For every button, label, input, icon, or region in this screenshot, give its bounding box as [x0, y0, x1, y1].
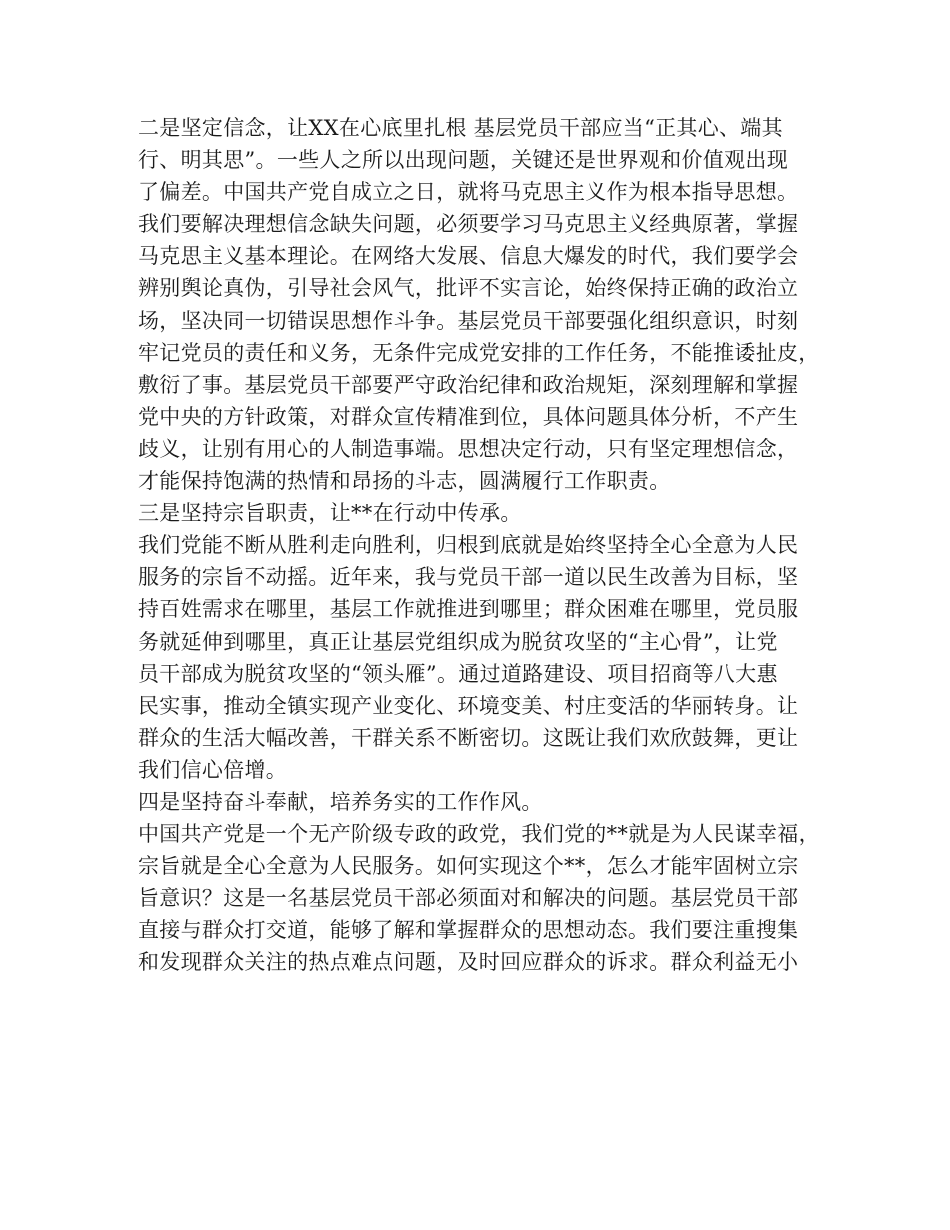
text-line: 辨别舆论真伪，引导社会风气，批评不实言论，始终保持正确的政治立 — [138, 276, 799, 301]
text-line: 我们要解决理想信念缺失问题，必须要学习马克思主义经典原著，掌握 — [138, 212, 799, 237]
section-heading: 四是坚持奋斗奉献，培养务实的工作作风。 — [138, 789, 543, 814]
text-line: 场，坚决同一切错误思想作斗争。基层党员干部要强化组织意识，时刻 — [138, 308, 799, 333]
text-line: 宗旨就是全心全意为人民服务。如何实现这个**，怎么才能牢固树立宗 — [138, 854, 799, 879]
text-line: 群众的生活大幅改善，干群关系不断密切。这既让我们欢欣鼓舞，更让 — [138, 725, 799, 750]
text-line: 直接与群众打交道，能够了解和掌握群众的思想动态。我们要注重搜集 — [138, 918, 799, 943]
text-line: 才能保持饱满的热情和昂扬的斗志，圆满履行工作职责。 — [138, 469, 671, 494]
text-line: 我们信心倍增。 — [138, 757, 288, 782]
text-line: 民实事，推动全镇实现产业变化、环境变美、村庄变活的华丽转身。让 — [138, 693, 799, 718]
text-line: 务就延伸到哪里，真正让基层党组织成为脱贫攻坚的“主心骨”，让党 — [138, 629, 778, 654]
text-line: 牢记党员的责任和义务，无条件完成党安排的工作任务，不能推诿扯皮， — [138, 340, 820, 365]
text-line: 持百姓需求在哪里，基层工作就推进到哪里；群众困难在哪里，党员服 — [138, 597, 799, 622]
text-line: 马克思主义基本理论。在网络大发展、信息大爆发的时代，我们要学会 — [138, 244, 799, 269]
text-line: 服务的宗旨不动摇。近年来，我与党员干部一道以民生改善为目标，坚 — [138, 565, 799, 590]
text-line: 我们党能不断从胜利走向胜利，归根到底就是始终坚持全心全意为人民 — [138, 533, 799, 558]
section-heading: 三是坚持宗旨职责，让**在行动中传承。 — [138, 501, 522, 526]
text-line: 了偏差。中国共产党自成立之日，就将马克思主义作为根本指导思想。 — [138, 180, 799, 205]
text-line: 旨意识？这是一名基层党员干部必须面对和解决的问题。基层党员干部 — [138, 886, 799, 911]
text-line: 行、明其思”。一些人之所以出现问题，关键还是世界观和价值观出现 — [138, 148, 789, 173]
text-line: 和发现群众关注的热点难点问题，及时回应群众的诉求。群众利益无小 — [138, 950, 799, 975]
body-text — [138, 112, 828, 979]
text-line: 员干部成为脱贫攻坚的“领头雁”。通过道路建设、项目招商等八大惠 — [138, 661, 778, 686]
text-line: 二是坚定信念，让XX在心底里扎根 基层党员干部应当“正其心、端其 — [138, 116, 783, 140]
text-line: 党中央的方针政策，对群众宣传精准到位，具体问题具体分析，不产生 — [138, 404, 799, 429]
text-line: 中国共产党是一个无产阶级专政的政党，我们党的**就是为人民谋幸福， — [138, 822, 820, 847]
text-line: 敷衍了事。基层党员干部要严守政治纪律和政治规矩，深刻理解和掌握 — [138, 372, 799, 397]
text-line: 歧义，让别有用心的人制造事端。思想决定行动，只有坚定理想信念， — [138, 436, 799, 461]
